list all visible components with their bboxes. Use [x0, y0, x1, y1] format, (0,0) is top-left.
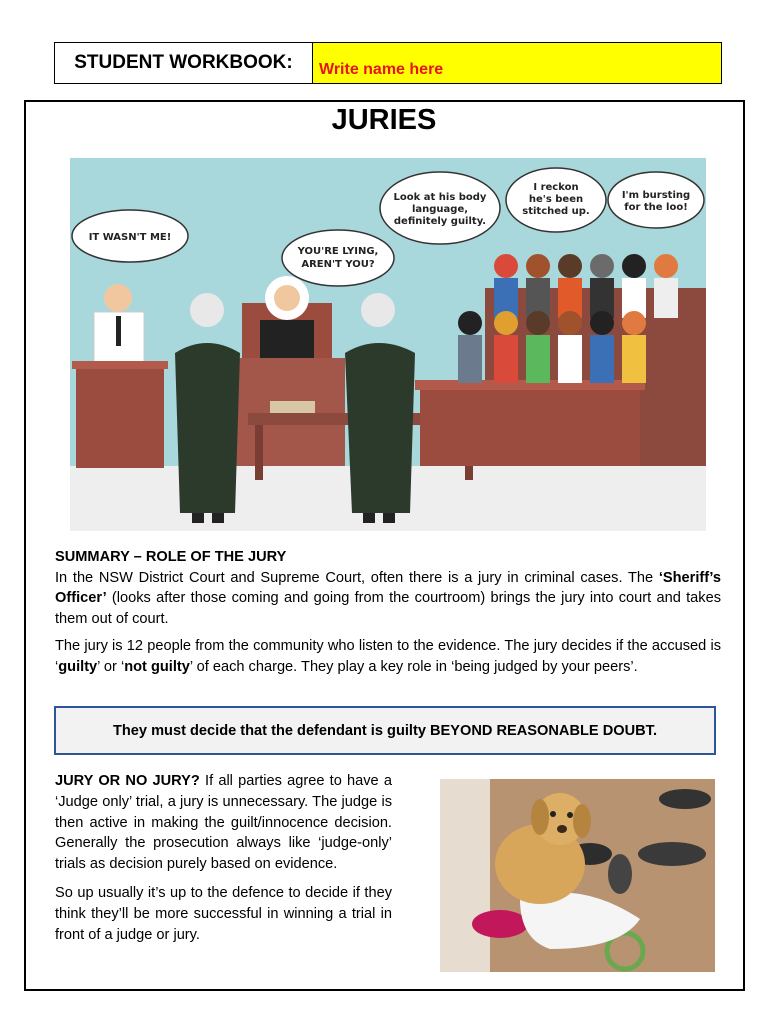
workbook-label: STUDENT WORKBOOK: [55, 43, 313, 83]
jury-paragraph-2: So up usually it’s up to the defence to decide if they think they’ll be more successful in winning a trial in front of a judge or jury. [55, 884, 392, 943]
svg-text:stitched up.: stitched up. [522, 206, 590, 217]
svg-text:YOU'RE LYING,: YOU'RE LYING, [297, 246, 379, 257]
svg-text:for the loo!: for the loo! [624, 202, 688, 213]
bubble-juror-2 [506, 168, 606, 232]
svg-text:AREN'T YOU?: AREN'T YOU? [301, 259, 375, 270]
svg-text:IT WASN'T ME!: IT WASN'T ME! [88, 232, 172, 243]
page-title: JURIES [331, 104, 437, 136]
summary-section [55, 547, 721, 677]
jury-paragraph-1: JURY OR NO JURY? If all parties agree to have a ‘Judge only’ trial, a jury is unnecessary. The judge is then active in making the guilt/innocence decision. Generally the prosecution always like ‘judge-only’ trials as decision purely based on evidence. [55, 773, 392, 873]
workbook-header [54, 42, 722, 84]
summary-paragraph-1: In the NSW District Court and Supreme Court, often there is a jury in criminal cases. The ‘Sheriff’s Officer’ (looks after those coming and going from the courtroom) brings the jury into court and takes them out of court. [55, 569, 721, 627]
bubble-juror-3 [608, 172, 704, 228]
svg-text:I reckon: I reckon [533, 182, 579, 193]
summary-paragraph-2: The jury is 12 people from the community who listen to the evidence. The jury decides if the accused is ‘guilty’ or ‘not guilty’ of each charge. They play a key role in ‘being judged by your peers’. [55, 638, 721, 675]
svg-text:he's been: he's been [528, 194, 584, 205]
svg-text:language,: language, [411, 204, 469, 215]
bubble-accused [72, 210, 188, 262]
bubble-juror-1 [380, 172, 500, 244]
reasonable-doubt-callout: They must decide that the defendant is guilty BEYOND REASONABLE DOUBT. [54, 706, 716, 755]
puppy-photo [440, 779, 715, 972]
student-name-field[interactable]: Write name here [313, 43, 721, 83]
svg-text:Look at his body: Look at his body [393, 192, 487, 203]
jury-or-no-jury-section [55, 771, 392, 945]
bubble-lawyer [282, 230, 394, 286]
summary-heading: SUMMARY – ROLE OF THE JURY [55, 549, 287, 565]
svg-text:I'm bursting: I'm bursting [621, 190, 691, 201]
courtroom-illustration [70, 158, 706, 531]
svg-text:definitely guilty.: definitely guilty. [393, 216, 487, 227]
